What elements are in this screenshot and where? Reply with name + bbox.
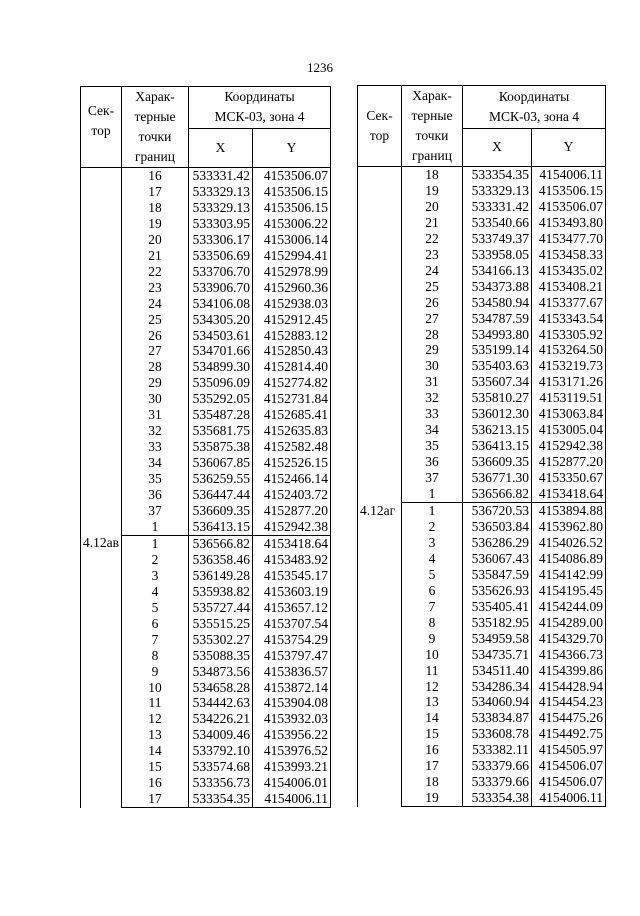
point-number-cell: 7 xyxy=(402,599,463,615)
x-coordinate-cell: 535681.75 xyxy=(189,423,253,439)
y-coordinate-cell: 4153408.21 xyxy=(532,279,606,295)
point-number-cell: 19 xyxy=(122,216,189,232)
x-coordinate-cell: 535727.44 xyxy=(189,600,253,616)
y-coordinate-cell: 4153418.64 xyxy=(253,535,331,551)
x-coordinate-cell: 534899.30 xyxy=(189,359,253,375)
y-coordinate-cell: 4153506.15 xyxy=(253,184,331,200)
point-number-cell: 33 xyxy=(122,439,189,455)
point-number-cell: 30 xyxy=(402,358,463,374)
x-coordinate-cell: 533306.17 xyxy=(189,232,253,248)
point-number-cell: 30 xyxy=(122,391,189,407)
header-points-line3: точки xyxy=(138,129,172,144)
table-right-body xyxy=(358,167,606,807)
y-coordinate-cell: 4154399.86 xyxy=(532,663,606,679)
x-coordinate-cell: 536413.15 xyxy=(463,438,532,454)
x-coordinate-cell: 533354.35 xyxy=(463,167,532,183)
x-coordinate-cell: 534993.80 xyxy=(463,327,532,343)
x-coordinate-cell: 535515.25 xyxy=(189,616,253,632)
sector-cell: 4.12аг xyxy=(358,503,402,807)
x-coordinate-cell: 533834.87 xyxy=(463,710,532,726)
header-coordinates-line2: МСК-03, зона 4 xyxy=(214,109,305,125)
point-number-cell: 18 xyxy=(122,200,189,216)
y-coordinate-cell: 4153872.14 xyxy=(253,680,331,696)
y-coordinate-cell: 4154454.23 xyxy=(532,694,606,710)
x-coordinate-cell: 536012.30 xyxy=(463,406,532,422)
point-number-cell: 31 xyxy=(402,374,463,390)
y-coordinate-cell: 4154244.09 xyxy=(532,599,606,615)
table-row xyxy=(81,535,331,551)
point-number-cell: 21 xyxy=(402,215,463,231)
point-number-cell: 1 xyxy=(402,503,463,519)
y-coordinate-cell: 4153219.73 xyxy=(532,358,606,374)
x-coordinate-cell: 535403.63 xyxy=(463,358,532,374)
x-coordinate-cell: 536609.35 xyxy=(189,503,253,519)
x-coordinate-cell: 536358.46 xyxy=(189,552,253,568)
header-sector xyxy=(81,87,122,168)
x-coordinate-cell: 536067.85 xyxy=(189,455,253,471)
x-coordinate-cell: 536609.35 xyxy=(463,454,532,470)
point-number-cell: 37 xyxy=(402,470,463,486)
point-number-cell: 34 xyxy=(122,455,189,471)
point-number-cell: 3 xyxy=(122,568,189,584)
x-coordinate-cell: 535199.14 xyxy=(463,342,532,358)
y-coordinate-cell: 4153119.51 xyxy=(532,390,606,406)
y-coordinate-cell: 4152403.72 xyxy=(253,487,331,503)
header-coordinates-line1: Координаты xyxy=(224,89,295,105)
y-coordinate-cell: 4152978.99 xyxy=(253,264,331,280)
y-coordinate-cell: 4153956.22 xyxy=(253,727,331,743)
point-number-cell: 2 xyxy=(402,519,463,535)
y-coordinate-cell: 4152912.45 xyxy=(253,312,331,328)
point-number-cell: 19 xyxy=(402,790,463,806)
point-number-cell: 17 xyxy=(122,184,189,200)
header-sector-line1: Сек- xyxy=(366,108,393,123)
header-coordinates-line1: Координаты xyxy=(498,88,570,104)
header-points-line1: Харак- xyxy=(135,89,175,104)
x-coordinate-cell: 535302.27 xyxy=(189,632,253,648)
header-x: X xyxy=(463,128,532,166)
x-coordinate-cell: 533382.11 xyxy=(463,742,532,758)
y-coordinate-cell: 4154006.11 xyxy=(253,791,331,807)
x-coordinate-cell: 536213.15 xyxy=(463,422,532,438)
x-coordinate-cell: 533379.66 xyxy=(463,774,532,790)
point-number-cell: 18 xyxy=(402,167,463,183)
coordinates-table-right xyxy=(357,85,606,807)
y-coordinate-cell: 4153962.80 xyxy=(532,519,606,535)
x-coordinate-cell: 534511.40 xyxy=(463,663,532,679)
x-coordinate-cell: 535088.35 xyxy=(189,648,253,664)
point-number-cell: 17 xyxy=(122,791,189,807)
header-points xyxy=(402,86,463,167)
point-number-cell: 29 xyxy=(402,342,463,358)
point-number-cell: 17 xyxy=(402,758,463,774)
y-coordinate-cell: 4152877.20 xyxy=(532,454,606,470)
y-coordinate-cell: 4153483.92 xyxy=(253,552,331,568)
y-coordinate-cell: 4154195.45 xyxy=(532,583,606,599)
point-number-cell: 16 xyxy=(402,742,463,758)
x-coordinate-cell: 534060.94 xyxy=(463,694,532,710)
x-coordinate-cell: 536720.53 xyxy=(463,503,532,519)
x-coordinate-cell: 536286.29 xyxy=(463,535,532,551)
point-number-cell: 5 xyxy=(122,600,189,616)
point-number-cell: 24 xyxy=(122,296,189,312)
y-coordinate-cell: 4153005.04 xyxy=(532,422,606,438)
y-coordinate-cell: 4153603.19 xyxy=(253,584,331,600)
y-coordinate-cell: 4152938.03 xyxy=(253,296,331,312)
y-coordinate-cell: 4152994.41 xyxy=(253,248,331,264)
y-coordinate-cell: 4153506.15 xyxy=(253,200,331,216)
y-coordinate-cell: 4153343.54 xyxy=(532,311,606,327)
x-coordinate-cell: 536067.43 xyxy=(463,551,532,567)
x-coordinate-cell: 533506.69 xyxy=(189,248,253,264)
header-coordinates xyxy=(463,86,606,129)
x-coordinate-cell: 533379.66 xyxy=(463,758,532,774)
point-number-cell: 4 xyxy=(402,551,463,567)
x-coordinate-cell: 535405.41 xyxy=(463,599,532,615)
point-number-cell: 2 xyxy=(122,552,189,568)
point-number-cell: 37 xyxy=(122,503,189,519)
x-coordinate-cell: 535096.09 xyxy=(189,375,253,391)
y-coordinate-cell: 4154006.01 xyxy=(253,775,331,791)
point-number-cell: 5 xyxy=(402,567,463,583)
x-coordinate-cell: 536413.15 xyxy=(189,519,253,535)
x-coordinate-cell: 535607.34 xyxy=(463,374,532,390)
x-coordinate-cell: 535487.28 xyxy=(189,407,253,423)
y-coordinate-cell: 4153506.15 xyxy=(532,183,606,199)
point-number-cell: 22 xyxy=(122,264,189,280)
y-coordinate-cell: 4154006.11 xyxy=(532,167,606,183)
point-number-cell: 21 xyxy=(122,248,189,264)
point-number-cell: 22 xyxy=(402,231,463,247)
x-coordinate-cell: 533792.10 xyxy=(189,743,253,759)
y-coordinate-cell: 4152942.38 xyxy=(253,519,331,535)
header-y: Y xyxy=(532,128,606,166)
x-coordinate-cell: 533329.13 xyxy=(189,184,253,200)
point-number-cell: 15 xyxy=(122,759,189,775)
x-coordinate-cell: 535847.59 xyxy=(463,567,532,583)
point-number-cell: 20 xyxy=(122,232,189,248)
point-number-cell: 6 xyxy=(122,616,189,632)
x-coordinate-cell: 535182.95 xyxy=(463,615,532,631)
y-coordinate-cell: 4153506.07 xyxy=(532,199,606,215)
x-coordinate-cell: 534873.56 xyxy=(189,664,253,680)
point-number-cell: 9 xyxy=(402,631,463,647)
point-number-cell: 14 xyxy=(122,743,189,759)
point-number-cell: 14 xyxy=(402,710,463,726)
x-coordinate-cell: 534373.88 xyxy=(463,279,532,295)
y-coordinate-cell: 4154366.73 xyxy=(532,647,606,663)
y-coordinate-cell: 4153350.67 xyxy=(532,470,606,486)
header-sector-line1: Сек- xyxy=(87,103,115,118)
x-coordinate-cell: 534701.66 xyxy=(189,343,253,359)
point-number-cell: 13 xyxy=(122,727,189,743)
table-row xyxy=(81,168,331,184)
point-number-cell: 12 xyxy=(122,711,189,727)
point-number-cell: 28 xyxy=(122,359,189,375)
point-number-cell: 31 xyxy=(122,407,189,423)
point-number-cell: 8 xyxy=(402,615,463,631)
x-coordinate-cell: 534009.46 xyxy=(189,727,253,743)
x-coordinate-cell: 536149.28 xyxy=(189,568,253,584)
y-coordinate-cell: 4153657.12 xyxy=(253,600,331,616)
x-coordinate-cell: 533331.42 xyxy=(463,199,532,215)
y-coordinate-cell: 4152850.43 xyxy=(253,343,331,359)
y-coordinate-cell: 4154475.26 xyxy=(532,710,606,726)
point-number-cell: 13 xyxy=(402,694,463,710)
y-coordinate-cell: 4154086.89 xyxy=(532,551,606,567)
point-number-cell: 26 xyxy=(402,295,463,311)
point-number-cell: 33 xyxy=(402,406,463,422)
x-coordinate-cell: 534286.34 xyxy=(463,679,532,695)
header-points-line4: границ xyxy=(135,149,175,164)
point-number-cell: 36 xyxy=(402,454,463,470)
y-coordinate-cell: 4153797.47 xyxy=(253,648,331,664)
point-number-cell: 18 xyxy=(402,774,463,790)
point-number-cell: 36 xyxy=(122,487,189,503)
y-coordinate-cell: 4153458.33 xyxy=(532,247,606,263)
y-coordinate-cell: 4153904.08 xyxy=(253,695,331,711)
x-coordinate-cell: 534166.13 xyxy=(463,263,532,279)
y-coordinate-cell: 4152774.82 xyxy=(253,375,331,391)
point-number-cell: 16 xyxy=(122,775,189,791)
x-coordinate-cell: 533540.66 xyxy=(463,215,532,231)
point-number-cell: 23 xyxy=(122,280,189,296)
y-coordinate-cell: 4153707.54 xyxy=(253,616,331,632)
point-number-cell: 25 xyxy=(402,279,463,295)
header-points-line2: терные xyxy=(411,108,453,123)
y-coordinate-cell: 4153006.22 xyxy=(253,216,331,232)
point-number-cell: 29 xyxy=(122,375,189,391)
page-number: 1236 xyxy=(307,60,333,75)
header-points xyxy=(122,87,189,168)
x-coordinate-cell: 534580.94 xyxy=(463,295,532,311)
coordinates-table-left xyxy=(80,86,331,808)
header-coordinates xyxy=(189,87,331,129)
y-coordinate-cell: 4154505.97 xyxy=(532,742,606,758)
y-coordinate-cell: 4152526.15 xyxy=(253,455,331,471)
table-left-body xyxy=(81,168,331,808)
point-number-cell: 6 xyxy=(402,583,463,599)
point-number-cell: 11 xyxy=(122,695,189,711)
x-coordinate-cell: 535938.82 xyxy=(189,584,253,600)
y-coordinate-cell: 4153894.88 xyxy=(532,503,606,519)
x-coordinate-cell: 533329.13 xyxy=(189,200,253,216)
header-coordinates-line2: МСК-03, зона 4 xyxy=(488,108,580,124)
y-coordinate-cell: 4154506.07 xyxy=(532,758,606,774)
y-coordinate-cell: 4153435.02 xyxy=(532,263,606,279)
header-points-line3: точки xyxy=(415,128,449,143)
y-coordinate-cell: 4152685.41 xyxy=(253,407,331,423)
y-coordinate-cell: 4154006.11 xyxy=(532,790,606,806)
x-coordinate-cell: 533354.35 xyxy=(189,791,253,807)
point-number-cell: 15 xyxy=(402,726,463,742)
sector-cell xyxy=(358,167,402,503)
x-coordinate-cell: 534503.61 xyxy=(189,328,253,344)
point-number-cell: 26 xyxy=(122,328,189,344)
x-coordinate-cell: 535875.38 xyxy=(189,439,253,455)
y-coordinate-cell: 4153418.64 xyxy=(532,486,606,502)
y-coordinate-cell: 4154026.52 xyxy=(532,535,606,551)
x-coordinate-cell: 536771.30 xyxy=(463,470,532,486)
point-number-cell: 34 xyxy=(402,422,463,438)
y-coordinate-cell: 4152635.83 xyxy=(253,423,331,439)
point-number-cell: 1 xyxy=(122,535,189,551)
y-coordinate-cell: 4153932.03 xyxy=(253,711,331,727)
x-coordinate-cell: 535626.93 xyxy=(463,583,532,599)
y-coordinate-cell: 4152466.14 xyxy=(253,471,331,487)
header-x: X xyxy=(189,128,253,168)
point-number-cell: 32 xyxy=(402,390,463,406)
y-coordinate-cell: 4154289.00 xyxy=(532,615,606,631)
header-sector-line2: тор xyxy=(91,123,111,138)
y-coordinate-cell: 4153171.26 xyxy=(532,374,606,390)
x-coordinate-cell: 536566.82 xyxy=(463,486,532,502)
point-number-cell: 12 xyxy=(402,679,463,695)
y-coordinate-cell: 4153493.80 xyxy=(532,215,606,231)
x-coordinate-cell: 535292.05 xyxy=(189,391,253,407)
point-number-cell: 25 xyxy=(122,312,189,328)
x-coordinate-cell: 534442.63 xyxy=(189,695,253,711)
x-coordinate-cell: 534226.21 xyxy=(189,711,253,727)
table-row xyxy=(358,503,606,519)
point-number-cell: 19 xyxy=(402,183,463,199)
x-coordinate-cell: 534106.08 xyxy=(189,296,253,312)
header-points-line2: терные xyxy=(134,109,176,124)
x-coordinate-cell: 533356.73 xyxy=(189,775,253,791)
y-coordinate-cell: 4153305.92 xyxy=(532,327,606,343)
y-coordinate-cell: 4154329.70 xyxy=(532,631,606,647)
sector-cell: 4.12ав xyxy=(81,535,122,807)
x-coordinate-cell: 534787.59 xyxy=(463,311,532,327)
point-number-cell: 27 xyxy=(402,311,463,327)
y-coordinate-cell: 4153976.52 xyxy=(253,743,331,759)
point-number-cell: 35 xyxy=(122,471,189,487)
y-coordinate-cell: 4152877.20 xyxy=(253,503,331,519)
y-coordinate-cell: 4152883.12 xyxy=(253,328,331,344)
point-number-cell: 24 xyxy=(402,263,463,279)
header-points-line1: Харак- xyxy=(412,88,452,103)
y-coordinate-cell: 4153006.14 xyxy=(253,232,331,248)
x-coordinate-cell: 533329.13 xyxy=(463,183,532,199)
y-coordinate-cell: 4152942.38 xyxy=(532,438,606,454)
point-number-cell: 35 xyxy=(402,438,463,454)
x-coordinate-cell: 534658.28 xyxy=(189,680,253,696)
point-number-cell: 28 xyxy=(402,327,463,343)
y-coordinate-cell: 4154142.99 xyxy=(532,567,606,583)
y-coordinate-cell: 4153063.84 xyxy=(532,406,606,422)
x-coordinate-cell: 533574.68 xyxy=(189,759,253,775)
sector-cell xyxy=(81,168,122,536)
y-coordinate-cell: 4153477.70 xyxy=(532,231,606,247)
x-coordinate-cell: 533906.70 xyxy=(189,280,253,296)
x-coordinate-cell: 536566.82 xyxy=(189,535,253,551)
point-number-cell: 9 xyxy=(122,664,189,680)
y-coordinate-cell: 4153754.29 xyxy=(253,632,331,648)
point-number-cell: 8 xyxy=(122,648,189,664)
header-sector-line2: тор xyxy=(369,128,390,143)
point-number-cell: 16 xyxy=(122,168,189,184)
y-coordinate-cell: 4153506.07 xyxy=(253,168,331,184)
y-coordinate-cell: 4153545.17 xyxy=(253,568,331,584)
table-row xyxy=(358,167,606,183)
header-sector xyxy=(358,86,402,167)
point-number-cell: 23 xyxy=(402,247,463,263)
x-coordinate-cell: 536447.44 xyxy=(189,487,253,503)
y-coordinate-cell: 4152960.36 xyxy=(253,280,331,296)
point-number-cell: 7 xyxy=(122,632,189,648)
x-coordinate-cell: 533749.37 xyxy=(463,231,532,247)
y-coordinate-cell: 4154428.94 xyxy=(532,679,606,695)
y-coordinate-cell: 4153264.50 xyxy=(532,342,606,358)
header-points-line4: границ xyxy=(412,148,452,163)
header-y: Y xyxy=(253,128,331,168)
y-coordinate-cell: 4153993.21 xyxy=(253,759,331,775)
point-number-cell: 20 xyxy=(402,199,463,215)
point-number-cell: 32 xyxy=(122,423,189,439)
point-number-cell: 10 xyxy=(122,680,189,696)
x-coordinate-cell: 533331.42 xyxy=(189,168,253,184)
x-coordinate-cell: 533706.70 xyxy=(189,264,253,280)
y-coordinate-cell: 4152731.84 xyxy=(253,391,331,407)
y-coordinate-cell: 4153377.67 xyxy=(532,295,606,311)
point-number-cell: 4 xyxy=(122,584,189,600)
x-coordinate-cell: 534735.71 xyxy=(463,647,532,663)
point-number-cell: 27 xyxy=(122,343,189,359)
point-number-cell: 11 xyxy=(402,663,463,679)
y-coordinate-cell: 4153836.57 xyxy=(253,664,331,680)
x-coordinate-cell: 535810.27 xyxy=(463,390,532,406)
point-number-cell: 10 xyxy=(402,647,463,663)
x-coordinate-cell: 533303.95 xyxy=(189,216,253,232)
x-coordinate-cell: 536503.84 xyxy=(463,519,532,535)
x-coordinate-cell: 536259.55 xyxy=(189,471,253,487)
x-coordinate-cell: 533958.05 xyxy=(463,247,532,263)
y-coordinate-cell: 4152582.48 xyxy=(253,439,331,455)
point-number-cell: 1 xyxy=(402,486,463,502)
x-coordinate-cell: 534305.20 xyxy=(189,312,253,328)
y-coordinate-cell: 4152814.40 xyxy=(253,359,331,375)
x-coordinate-cell: 533354.38 xyxy=(463,790,532,806)
y-coordinate-cell: 4154492.75 xyxy=(532,726,606,742)
point-number-cell: 1 xyxy=(122,519,189,535)
point-number-cell: 3 xyxy=(402,535,463,551)
x-coordinate-cell: 533608.78 xyxy=(463,726,532,742)
x-coordinate-cell: 534959.58 xyxy=(463,631,532,647)
y-coordinate-cell: 4154506.07 xyxy=(532,774,606,790)
